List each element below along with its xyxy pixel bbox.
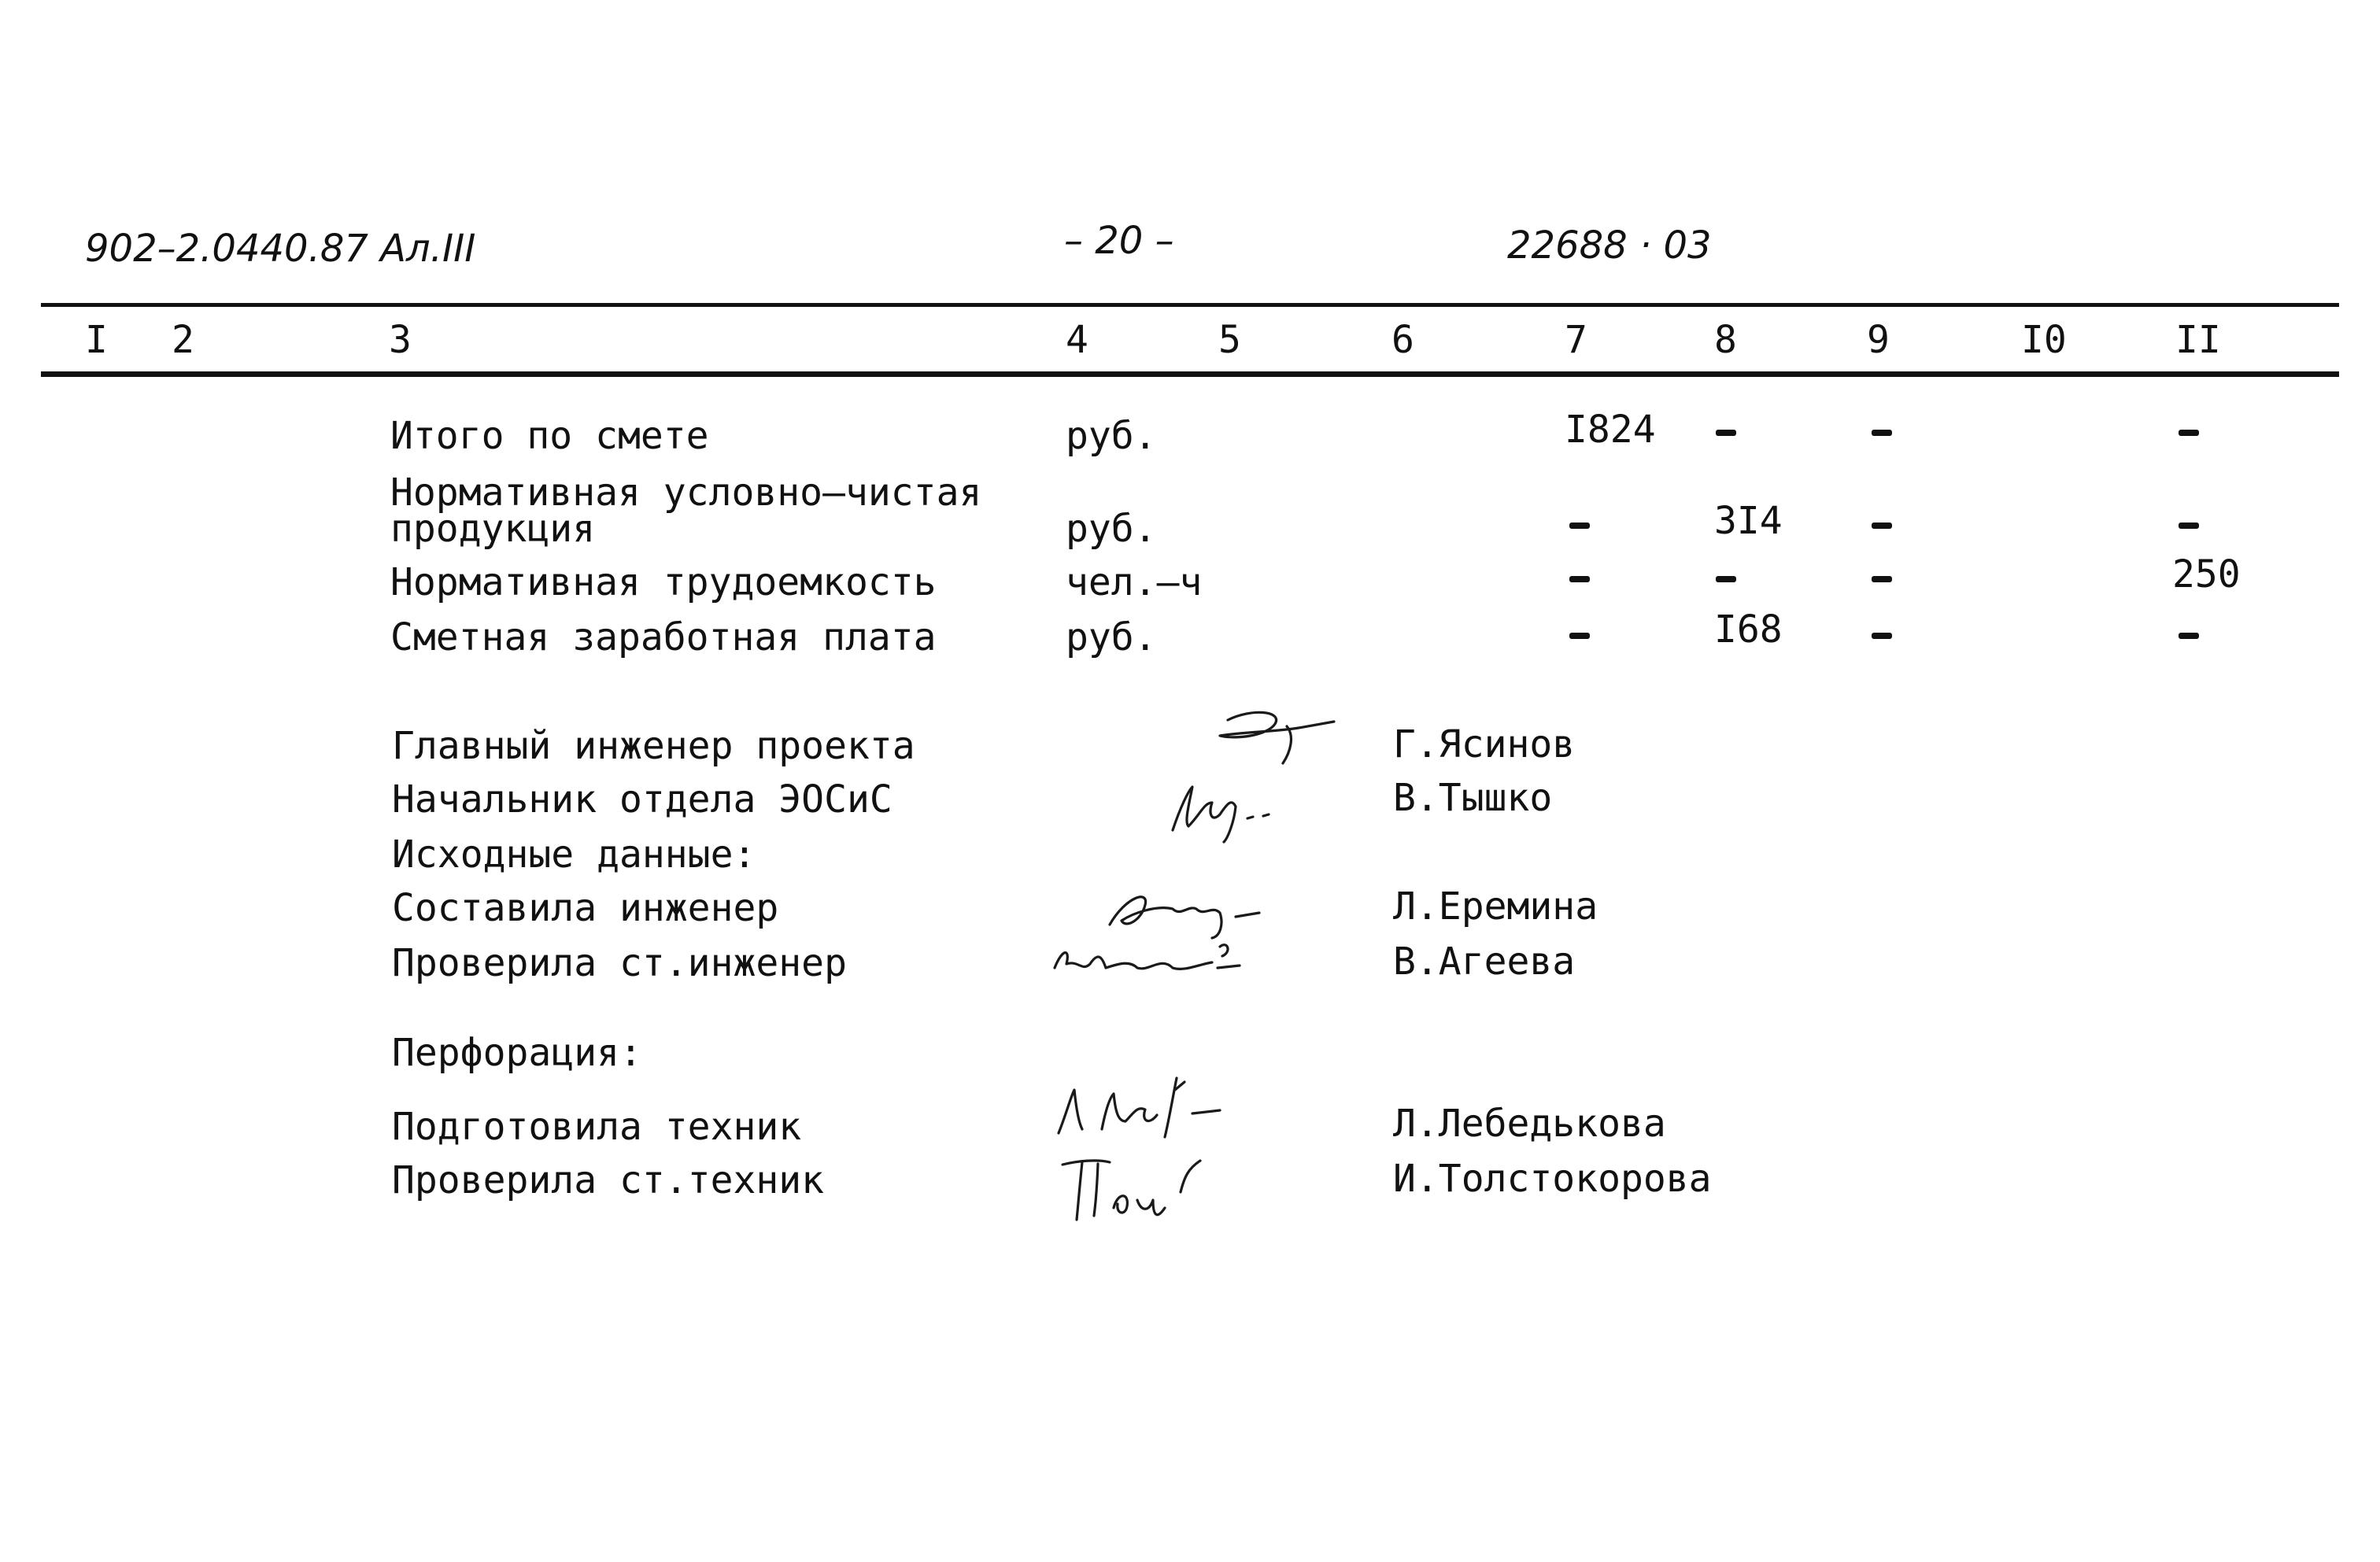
- row-wages-unit: руб.: [1066, 615, 1157, 659]
- role-chief-engineer: Главный инженер проекта: [392, 724, 915, 768]
- row-labor-unit: чел.–ч: [1066, 560, 1203, 604]
- signature-ageeva: [1043, 932, 1255, 988]
- column-number-3: 3: [389, 318, 412, 362]
- signature-lebedkova: [1043, 1058, 1247, 1145]
- role-department-head: Начальник отдела ЭОСиС: [392, 777, 893, 822]
- row-labor-col9-dash: [1872, 576, 1892, 582]
- signature-tyshko: [1157, 759, 1291, 846]
- column-number-11: II: [2175, 318, 2221, 362]
- role-checked-senior-technician: Проверила ст.техник: [392, 1158, 825, 1202]
- row-nucp-name-line2: продукция: [390, 507, 596, 551]
- signature-tolstokorova: [1055, 1145, 1212, 1232]
- row-labor-col7-dash: [1569, 576, 1590, 582]
- row-total-col7: I824: [1565, 408, 1656, 452]
- row-nucp-col11-dash: [2179, 523, 2199, 529]
- column-number-7: 7: [1565, 318, 1587, 362]
- person-ageeva: В.Агеева: [1393, 940, 1576, 984]
- row-total-col9-dash: [1872, 430, 1892, 436]
- section-source-data: Исходные данные:: [392, 833, 756, 877]
- row-nucp-col7-dash: [1569, 523, 1590, 529]
- column-number-9: 9: [1867, 318, 1890, 362]
- row-total-unit: руб.: [1066, 414, 1157, 458]
- row-labor-col11: 250: [2172, 552, 2241, 596]
- column-number-2: 2: [172, 318, 194, 362]
- column-number-8: 8: [1714, 318, 1737, 362]
- row-wages-name: Сметная заработная плата: [390, 615, 937, 659]
- section-perforation: Перфорация:: [392, 1031, 642, 1075]
- row-total-col8-dash: [1716, 430, 1736, 436]
- document-code: 902–2.0440.87 Ал.III: [85, 227, 476, 271]
- column-number-6: 6: [1391, 318, 1414, 362]
- row-wages-col8: I68: [1714, 607, 1783, 652]
- row-nucp-col9-dash: [1872, 523, 1892, 529]
- person-lebedkova: Л.Лебедькова: [1393, 1102, 1666, 1146]
- column-number-5: 5: [1218, 318, 1241, 362]
- row-labor-name: Нормативная трудоемкость: [390, 560, 937, 604]
- role-checked-senior-engineer: Проверила ст.инженер: [392, 941, 847, 985]
- row-wages-col9-dash: [1872, 633, 1892, 639]
- row-nucp-name-line1: Нормативная условно–чистая: [390, 471, 982, 515]
- column-number-4: 4: [1066, 318, 1088, 362]
- role-compiled-engineer: Составила инженер: [392, 886, 779, 930]
- row-labor-col8-dash: [1716, 576, 1736, 582]
- row-nucp-col8: 3I4: [1714, 499, 1783, 543]
- person-tolstokorova: И.Толстокорова: [1393, 1157, 1712, 1201]
- role-prepared-technician: Подготовила техник: [392, 1105, 802, 1149]
- row-wages-col7-dash: [1569, 633, 1590, 639]
- column-number-1: I: [85, 318, 108, 362]
- table-top-rule: [41, 303, 2339, 307]
- person-eremina: Л.Еремина: [1393, 884, 1598, 929]
- row-total-name: Итого по смете: [390, 414, 709, 458]
- reference-number: 22688 · 03: [1507, 223, 1712, 268]
- page-number: – 20 –: [1064, 219, 1174, 263]
- person-yasinov: Г.Ясинов: [1393, 722, 1576, 766]
- table-header-rule: [41, 371, 2339, 377]
- person-tyshko: В.Тышко: [1393, 776, 1553, 820]
- column-number-10: I0: [2021, 318, 2067, 362]
- row-total-col11-dash: [2179, 430, 2199, 436]
- row-wages-col11-dash: [2179, 633, 2199, 639]
- row-nucp-unit: руб.: [1066, 507, 1157, 551]
